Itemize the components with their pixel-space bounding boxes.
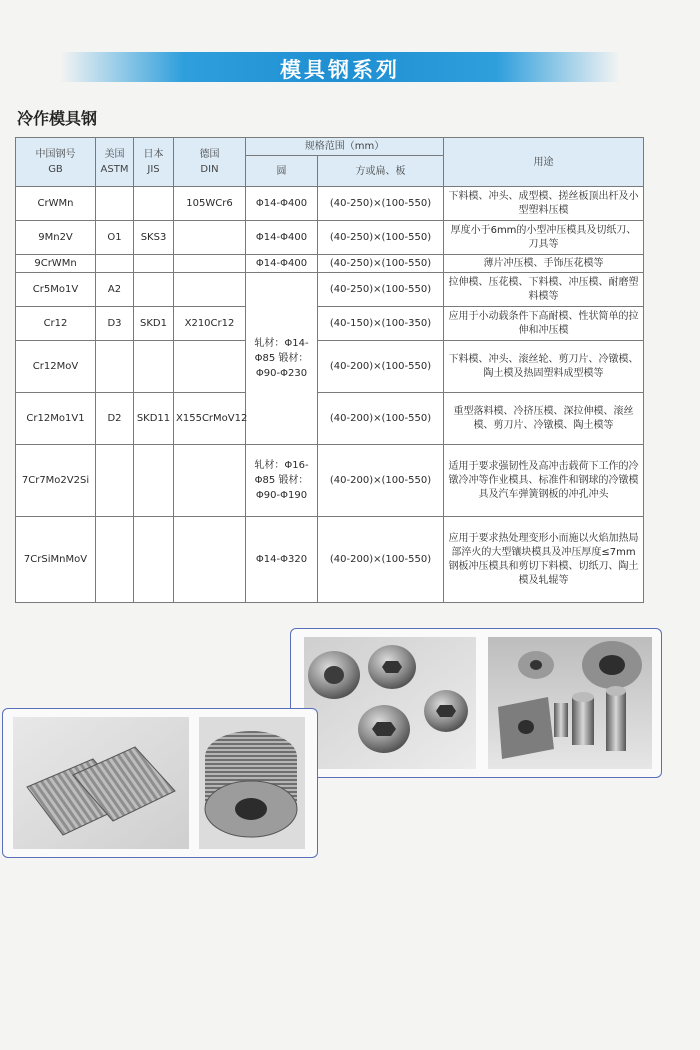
cell-jis	[134, 273, 174, 307]
cell-flat: (40-250)×(100-550)	[318, 187, 444, 221]
cell-jis	[134, 517, 174, 603]
table-row	[16, 221, 644, 255]
photo-frame-left	[2, 708, 318, 858]
steel-spec-table	[15, 137, 644, 603]
cell-gb: Cr12	[16, 307, 96, 341]
cell-flat: (40-200)×(100-550)	[318, 445, 444, 517]
cell-usage: 拉伸模、压花模、下料模、冲压模、耐磨塑料模等	[444, 273, 644, 307]
cell-round: Φ14-Φ400	[246, 187, 318, 221]
cell-gb: 9CrWMn	[16, 255, 96, 273]
cell-gb: 7Cr7Mo2V2Si	[16, 445, 96, 517]
cell-usage: 下料模、冲头、成型模、搓丝板顶出杆及小型塑料压模	[444, 187, 644, 221]
cell-usage: 薄片冲压模、手饰压花模等	[444, 255, 644, 273]
photo-thread-rolling-plates	[13, 717, 189, 849]
table-row	[16, 255, 644, 273]
cell-din	[174, 255, 246, 273]
table-header-row	[16, 138, 644, 156]
header-astm: 美国 ASTM	[96, 138, 134, 187]
cell-round: Φ14-Φ400	[246, 221, 318, 255]
cell-din	[174, 341, 246, 393]
cell-din	[174, 445, 246, 517]
cell-din	[174, 517, 246, 603]
cell-gb: 9Mn2V	[16, 221, 96, 255]
table-row	[16, 273, 644, 307]
header-din: 德国 DIN	[174, 138, 246, 187]
cell-din: X155CrMoV12	[174, 393, 246, 445]
cell-usage: 下料模、冲头、滚丝轮、剪刀片、冷镦模、陶土模及热固塑料成型模等	[444, 341, 644, 393]
table-row	[16, 341, 644, 393]
cell-flat: (40-200)×(100-550)	[318, 517, 444, 603]
cell-flat: (40-200)×(100-550)	[318, 393, 444, 445]
cell-round-merged: 轧材：Φ14-Φ85 锻材：Φ90-Φ230	[246, 273, 318, 445]
cell-round: Φ14-Φ320	[246, 517, 318, 603]
header-round: 圆	[246, 156, 318, 187]
cell-astm	[96, 187, 134, 221]
cell-jis	[134, 445, 174, 517]
cell-jis	[134, 255, 174, 273]
header-spec-range: 规格范围（mm）	[246, 138, 444, 156]
cell-flat: (40-200)×(100-550)	[318, 341, 444, 393]
cell-flat: (40-250)×(100-550)	[318, 273, 444, 307]
cell-gb: Cr5Mo1V	[16, 273, 96, 307]
cell-astm	[96, 255, 134, 273]
photo-mold-parts	[488, 637, 652, 769]
cell-jis: SKD11	[134, 393, 174, 445]
photo-thread-rolling-wheel	[199, 717, 305, 849]
table-row	[16, 393, 644, 445]
table-row	[16, 307, 644, 341]
cell-usage: 厚度小于6mm的小型冲压模具及切纸刀、刀具等	[444, 221, 644, 255]
cell-jis: SKD1	[134, 307, 174, 341]
cell-usage: 重型落料模、冷挤压模、深拉伸模、滚丝模、剪刀片、冷镦模、陶土模等	[444, 393, 644, 445]
section-title: 冷作模具钢	[17, 109, 98, 128]
cell-astm	[96, 445, 134, 517]
header-jis: 日本 JIS	[134, 138, 174, 187]
cell-astm	[96, 517, 134, 603]
cell-gb: Cr12MoV	[16, 341, 96, 393]
cell-gb: Cr12Mo1V1	[16, 393, 96, 445]
photo-die-inserts	[304, 637, 476, 769]
cell-din	[174, 221, 246, 255]
header-flat: 方或扁、板	[318, 156, 444, 187]
table-row	[16, 445, 644, 517]
cell-gb: 7CrSiMnMoV	[16, 517, 96, 603]
cell-flat: (40-250)×(100-550)	[318, 255, 444, 273]
page-title: 模具钢系列	[280, 58, 400, 82]
cell-jis: SKS3	[134, 221, 174, 255]
cell-flat: (40-250)×(100-550)	[318, 221, 444, 255]
cell-gb: CrWMn	[16, 187, 96, 221]
table-row	[16, 187, 644, 221]
table-row	[16, 517, 644, 603]
cell-astm: O1	[96, 221, 134, 255]
cell-usage: 应用于小动载条件下高耐模、性状简单的拉伸和冲压模	[444, 307, 644, 341]
cell-din: X210Cr12	[174, 307, 246, 341]
cell-din	[174, 273, 246, 307]
cell-din: 105WCr6	[174, 187, 246, 221]
cell-round: 轧材：Φ16-Φ85 锻材：Φ90-Φ190	[246, 445, 318, 517]
cell-astm	[96, 341, 134, 393]
cell-jis	[134, 341, 174, 393]
cell-astm: D3	[96, 307, 134, 341]
cell-jis	[134, 187, 174, 221]
photo-frame-right	[290, 628, 662, 778]
cell-astm: D2	[96, 393, 134, 445]
cell-usage: 适用于要求强韧性及高冲击载荷下工作的冷镦冷冲等作业模具、标准件和钢球的冷镦模具及汽车弹簧钢板的冲孔冲头	[444, 445, 644, 517]
header-usage: 用途	[444, 138, 644, 187]
cell-flat: (40-150)×(100-350)	[318, 307, 444, 341]
cell-round: Φ14-Φ400	[246, 255, 318, 273]
header-gb: 中国钢号 GB	[16, 138, 96, 187]
cell-usage: 应用于要求热处理变形小而施以火焰加热局部淬火的大型镶块模具及冲压厚度≤7mm钢板冲压模具和剪切下料模、切纸刀、陶土模及轧辊等	[444, 517, 644, 603]
cell-astm: A2	[96, 273, 134, 307]
title-banner	[60, 52, 620, 82]
